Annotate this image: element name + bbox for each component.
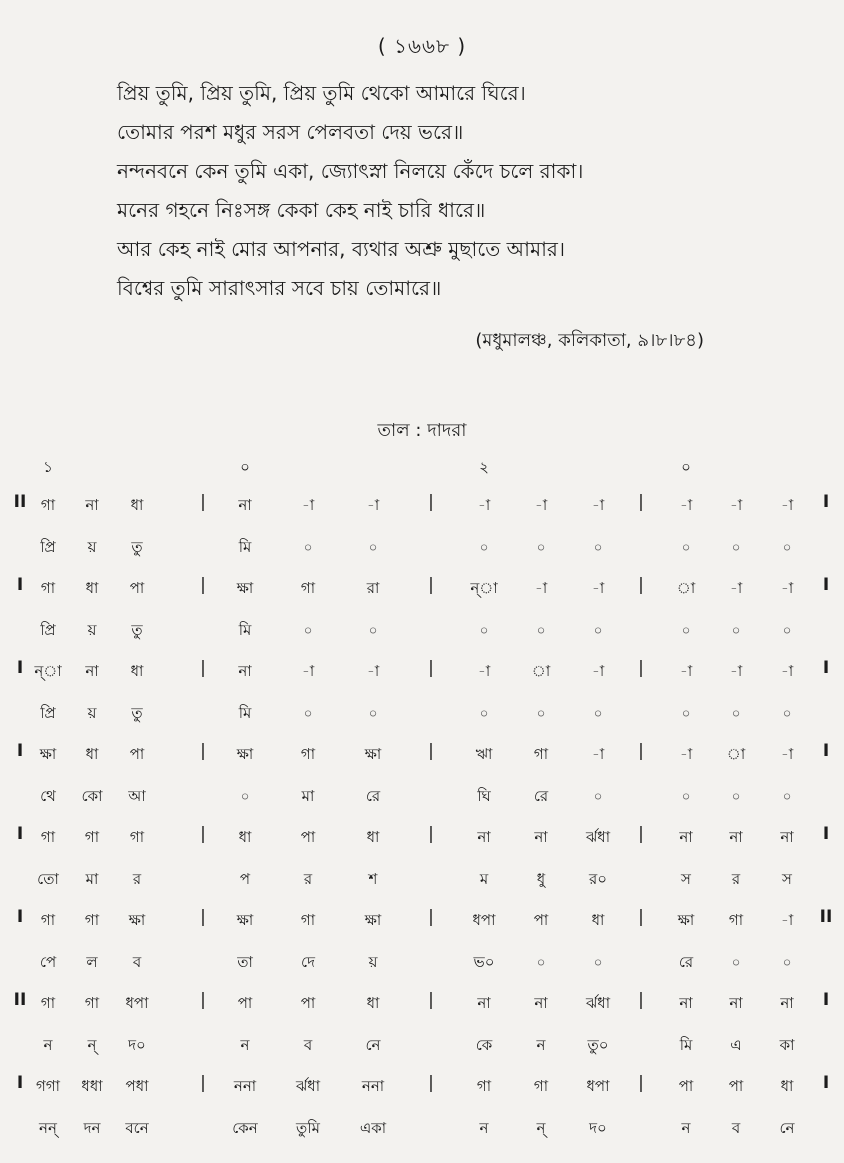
lyric-syllable: ০ [593, 706, 603, 722]
swara-note: -া [729, 579, 743, 597]
swara-note: পধা [125, 1077, 149, 1095]
swara-note: না [238, 662, 252, 680]
swara-note: না [780, 828, 794, 846]
swara-note: ধা [366, 994, 380, 1012]
lyric-syllable: তু [131, 621, 143, 639]
swara-note: গা [476, 1077, 492, 1095]
swara-note: -া [534, 496, 548, 514]
swara-note: না [534, 828, 548, 846]
lyric-syllable: এ [730, 1036, 742, 1054]
tala-heading: তাল : দাদরা [377, 420, 467, 441]
lyric-syllable: ০ [593, 540, 603, 556]
swara-note: -া [780, 662, 794, 680]
bar-line-close: I [822, 492, 830, 512]
lyric-syllable: শ [368, 870, 378, 888]
lyric-syllable: দন [83, 1119, 101, 1137]
swara-note: ধপা [472, 911, 496, 929]
beat-mark: ০ [681, 458, 691, 476]
lyric-syllable: তো [37, 870, 59, 888]
lyric-syllable: ০ [782, 789, 792, 805]
swara-note: গা [129, 828, 145, 846]
swara-note: না [679, 828, 693, 846]
bar-line: | [200, 575, 206, 595]
lyric-syllable: র [731, 870, 741, 888]
lyric-syllable: ০ [303, 540, 313, 556]
bar-line-close: II [819, 907, 833, 927]
lyric-syllable: র [132, 870, 142, 888]
bar-line-close: I [822, 741, 830, 761]
lyric-syllable: ন [240, 1036, 250, 1054]
lyric-syllable: ০ [731, 706, 741, 722]
bar-line: | [428, 907, 434, 927]
lyric-syllable: ০ [368, 540, 378, 556]
swara-note: -া [780, 911, 794, 929]
lyric-syllable: ০ [782, 623, 792, 639]
swara-note: গা [40, 828, 56, 846]
bar-line: | [200, 907, 206, 927]
lyric-syllable: প্রি [40, 704, 56, 722]
bar-line: | [200, 658, 206, 678]
swara-note: -া [477, 662, 491, 680]
swara-note: না [729, 828, 743, 846]
bar-line: | [638, 990, 644, 1010]
swara-note: র্ঝধা [585, 828, 611, 846]
bar-line: | [638, 1073, 644, 1093]
bar-line-open: II [13, 492, 27, 512]
swara-note: ক্ষা [39, 745, 57, 763]
swara-note: র্ঝধা [295, 1077, 321, 1095]
swara-note: না [679, 994, 693, 1012]
lyric-syllable: ল [86, 953, 98, 971]
lyric-syllable: ০ [782, 706, 792, 722]
bar-line: | [428, 741, 434, 761]
lyric-syllable: ০ [240, 789, 250, 805]
beat-mark: ১ [43, 458, 53, 476]
lyric-syllable: কে [475, 1036, 493, 1054]
swara-note: পা [300, 994, 316, 1012]
swara-note: ধা [85, 745, 99, 763]
lyric-syllable: কেন [232, 1119, 258, 1137]
bar-line-close: I [822, 1073, 830, 1093]
lyric-syllable: ০ [731, 955, 741, 971]
lyric-syllable: ভ০ [473, 953, 495, 971]
swara-note: -া [534, 579, 548, 597]
lyric-line: আর কেহ নাই মোর আপনার, ব্যথার অশ্রু মুছাতে আমার। [117, 237, 566, 261]
lyric-syllable: ০ [303, 706, 313, 722]
lyric-syllable: ন [681, 1119, 691, 1137]
swara-note: ননা [233, 1077, 257, 1095]
swara-note: পা [129, 579, 145, 597]
swara-note: গা [84, 911, 100, 929]
bar-line-close: I [822, 824, 830, 844]
swara-note: ন্া [34, 662, 62, 680]
lyric-syllable: ০ [536, 623, 546, 639]
swara-note: না [85, 496, 99, 514]
lyric-syllable: ঘি [477, 787, 491, 805]
swara-note: ধপা [586, 1077, 610, 1095]
lyric-syllable: দে [301, 953, 315, 971]
swara-note: গা [40, 496, 56, 514]
swara-note: গা [533, 745, 549, 763]
swara-note: গা [300, 745, 316, 763]
bar-line: | [200, 990, 206, 1010]
lyric-line: বিশ্বের তুমি সারাৎসার সবে চায় তোমারে॥ [117, 276, 442, 300]
swara-note: গা [533, 1077, 549, 1095]
lyric-syllable: তু [131, 538, 143, 556]
bar-line: | [428, 824, 434, 844]
swara-note: ননা [361, 1077, 385, 1095]
lyric-syllable: ০ [681, 706, 691, 722]
lyric-syllable: ন্ [87, 1036, 97, 1054]
swara-note: ক্ষা [236, 911, 254, 929]
lyric-syllable: রে [678, 953, 694, 971]
lyric-syllable: ০ [681, 789, 691, 805]
swara-note: গা [300, 911, 316, 929]
lyric-syllable: বনে [125, 1119, 149, 1137]
bar-line: | [638, 575, 644, 595]
swara-note: া [676, 579, 696, 597]
lyric-syllable: ধু [536, 870, 546, 888]
swara-note: -া [679, 496, 693, 514]
bar-line: | [200, 1073, 206, 1093]
lyric-syllable: ন [536, 1036, 546, 1054]
bar-line: | [638, 907, 644, 927]
swara-note: -া [729, 662, 743, 680]
lyric-syllable: ০ [731, 789, 741, 805]
swara-note: গা [84, 828, 100, 846]
swara-note: ক্ষা [236, 745, 254, 763]
lyric-syllable: মি [238, 538, 252, 556]
lyric-line: মনের গহনে নিঃসঙ্গ কেকা কেহ নাই চারি ধারে॥ [117, 198, 486, 222]
swara-note: ধা [366, 828, 380, 846]
lyric-syllable: য় [87, 704, 97, 722]
lyric-syllable: ০ [593, 623, 603, 639]
beat-mark: ২ [479, 458, 489, 476]
swara-note: -া [591, 496, 605, 514]
swara-note: -া [366, 496, 380, 514]
page-number: ( ১৬৬৮ ) [377, 34, 467, 58]
lyric-syllable: মা [85, 870, 99, 888]
lyric-syllable: রে [365, 787, 381, 805]
lyric-syllable: ০ [536, 955, 546, 971]
lyric-syllable: ০ [536, 540, 546, 556]
lyric-syllable: তুমি [296, 1119, 320, 1137]
swara-note: র্ঝধা [585, 994, 611, 1012]
bar-line-open: I [16, 658, 24, 678]
bar-line: | [638, 492, 644, 512]
bar-line: | [428, 492, 434, 512]
bar-line-open: I [16, 575, 24, 595]
swara-note: া [531, 662, 551, 680]
swara-note: -া [477, 496, 491, 514]
swara-note: -া [301, 496, 315, 514]
swara-note: ক্ষা [236, 579, 254, 597]
lyric-syllable: ০ [593, 955, 603, 971]
lyric-syllable: মি [238, 704, 252, 722]
bar-line: | [200, 741, 206, 761]
lyric-syllable: য় [87, 538, 97, 556]
swara-note: গা [40, 579, 56, 597]
lyric-syllable: থে [40, 787, 56, 805]
bar-line: | [428, 658, 434, 678]
swara-note: ন্া [470, 579, 498, 597]
swara-note: ক্ষা [677, 911, 695, 929]
swara-note: পা [678, 1077, 694, 1095]
swara-note: ধা [238, 828, 252, 846]
lyric-syllable: প্রি [40, 538, 56, 556]
lyric-syllable: ন্ [536, 1119, 546, 1137]
lyric-syllable: ০ [782, 540, 792, 556]
lyric-syllable: ০ [681, 540, 691, 556]
swara-note: গা [84, 994, 100, 1012]
lyric-syllable: ০ [681, 623, 691, 639]
swara-note: না [534, 994, 548, 1012]
swara-note: ক্ষা [128, 911, 146, 929]
lyric-syllable: নে [779, 1119, 795, 1137]
lyric-syllable: তু০ [587, 1036, 609, 1054]
bar-line: | [200, 824, 206, 844]
swara-note: ধা [780, 1077, 794, 1095]
swara-note: না [477, 828, 491, 846]
lyric-syllable: কো [81, 787, 103, 805]
bar-line: | [638, 741, 644, 761]
lyric-syllable: মা [301, 787, 315, 805]
song-lyrics [117, 74, 737, 308]
bar-line-open: II [13, 990, 27, 1010]
lyric-syllable: ম [479, 870, 489, 888]
bar-line: | [200, 492, 206, 512]
lyric-syllable: কা [779, 1036, 795, 1054]
lyric-line: তোমার পরশ মধুর সরস পেলবতা দেয় ভরে॥ [117, 120, 464, 144]
swara-note: না [238, 496, 252, 514]
swara-note: ধা [130, 662, 144, 680]
lyric-syllable: র [303, 870, 313, 888]
lyric-syllable: নে [365, 1036, 381, 1054]
swara-note: গগা [35, 1077, 61, 1095]
lyric-syllable: তু [131, 704, 143, 722]
swara-note: -া [729, 496, 743, 514]
swara-note: া [726, 745, 746, 763]
lyric-syllable: তা [237, 953, 253, 971]
lyric-syllable: ০ [593, 789, 603, 805]
swara-note: ক্ষা [364, 911, 382, 929]
lyric-syllable: পে [39, 953, 57, 971]
bar-line-open: I [16, 741, 24, 761]
bar-line-close: I [822, 575, 830, 595]
lyric-syllable: আ [128, 787, 146, 805]
source-citation: (মধুমালঞ্চ, কলিকাতা, ৯।৮।৮৪) [475, 330, 704, 351]
lyric-syllable: ০ [731, 623, 741, 639]
swara-note: -া [301, 662, 315, 680]
swara-note: ধধা [81, 1077, 103, 1095]
bar-line-close: I [822, 990, 830, 1010]
swara-note: -া [591, 579, 605, 597]
bar-line-open: I [16, 1073, 24, 1093]
swara-note: পা [129, 745, 145, 763]
swara-note: পা [300, 828, 316, 846]
swara-note: গা [40, 994, 56, 1012]
swara-note: -া [780, 496, 794, 514]
bar-line-open: I [16, 824, 24, 844]
swara-note: পা [728, 1077, 744, 1095]
lyric-syllable: ০ [303, 623, 313, 639]
bar-line: | [638, 824, 644, 844]
swara-note: পা [533, 911, 549, 929]
swara-note: না [729, 994, 743, 1012]
lyric-syllable: ব [303, 1036, 313, 1054]
lyric-syllable: রে [533, 787, 549, 805]
swara-note: পা [237, 994, 253, 1012]
lyric-syllable: য় [87, 621, 97, 639]
lyric-syllable: ০ [368, 706, 378, 722]
lyric-line: নন্দনবনে কেন তুমি একা, জ্যোৎস্না নিলয়ে কেঁদে চলে রাকা। [117, 159, 584, 183]
swara-note: -া [679, 745, 693, 763]
bar-line: | [638, 658, 644, 678]
swara-note: -া [591, 745, 605, 763]
lyric-syllable: প [239, 870, 251, 888]
swara-note: না [85, 662, 99, 680]
lyric-syllable: মি [679, 1036, 693, 1054]
lyric-syllable: ০ [536, 706, 546, 722]
bar-line: | [428, 1073, 434, 1093]
swara-note: -া [780, 745, 794, 763]
swara-note: না [780, 994, 794, 1012]
lyric-syllable: ০ [782, 955, 792, 971]
lyric-syllable: ০ [479, 623, 489, 639]
swara-note: গা [300, 579, 316, 597]
lyric-syllable: ০ [479, 540, 489, 556]
lyric-syllable: ন [43, 1036, 53, 1054]
swara-note: ধা [85, 579, 99, 597]
lyric-syllable: ০ [731, 540, 741, 556]
lyric-syllable: দ০ [128, 1036, 146, 1054]
bar-line-open: I [16, 907, 24, 927]
lyric-syllable: নন্ [39, 1119, 57, 1137]
swara-note: -া [366, 662, 380, 680]
lyric-syllable: য় [368, 953, 378, 971]
swara-note: -া [780, 579, 794, 597]
lyric-syllable: ন [479, 1119, 489, 1137]
swara-note: গা [728, 911, 744, 929]
lyric-syllable: দ০ [589, 1119, 607, 1137]
swara-note: ধা [130, 496, 144, 514]
swara-note: -া [679, 662, 693, 680]
lyric-syllable: ০ [479, 706, 489, 722]
lyric-syllable: মি [238, 621, 252, 639]
lyric-syllable: ব [132, 953, 142, 971]
bar-line: | [428, 990, 434, 1010]
swara-note: ঋা [475, 745, 493, 763]
bar-line-close: I [822, 658, 830, 678]
beat-mark: ০ [240, 458, 250, 476]
swara-note: গা [40, 911, 56, 929]
swara-note: -া [591, 662, 605, 680]
swara-note: ধপা [125, 994, 149, 1012]
swara-note: না [477, 994, 491, 1012]
lyric-syllable: স [681, 870, 691, 888]
bar-line: | [428, 575, 434, 595]
lyric-syllable: স [782, 870, 792, 888]
lyric-syllable: র০ [588, 870, 608, 888]
lyric-line: প্রিয় তুমি, প্রিয় তুমি, প্রিয় তুমি থেকো আমারে ঘিরে। [117, 81, 526, 105]
lyric-syllable: একা [359, 1119, 387, 1137]
lyric-syllable: ০ [368, 623, 378, 639]
swara-note: ধা [591, 911, 605, 929]
lyric-syllable: ব [731, 1119, 741, 1137]
swara-note: ক্ষা [364, 745, 382, 763]
swara-note: রা [366, 579, 380, 597]
lyric-syllable: প্রি [40, 621, 56, 639]
